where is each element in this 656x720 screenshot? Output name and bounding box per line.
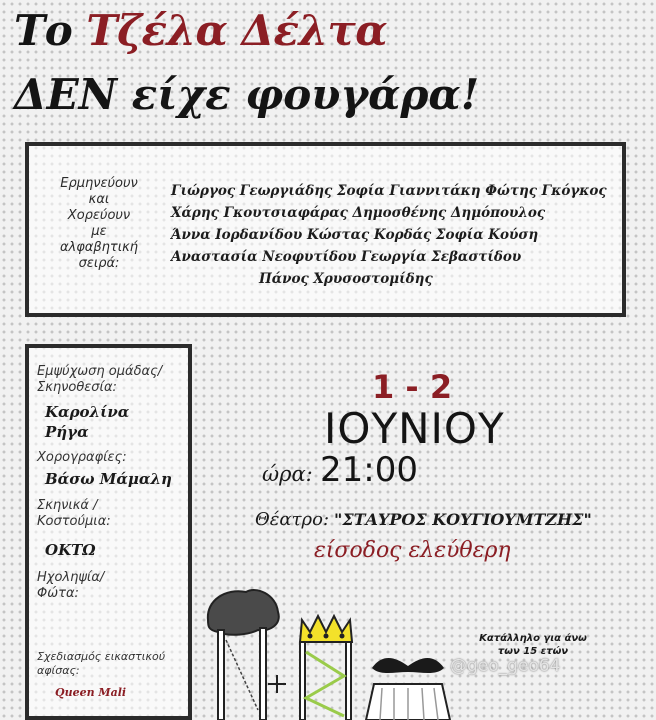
poster-design-label: Σχεδιασμός εικαστικού [37,650,166,663]
crown-figure-icon [300,616,352,720]
cast-line: Αναστασία Νεοφυτίδου Γεωργία Σεβαστίδου [171,249,522,265]
choreography-name: Βάσω Μάμαλη [45,470,172,488]
cast-label-line: με [91,224,107,239]
time-label: ώρα: [262,462,313,486]
choreography-label: Χορογραφίες: [37,450,127,465]
direction-name: Καρολίνα [45,403,130,421]
cast-label-line: σειρά: [78,256,120,271]
title-part-to: Το [14,6,73,55]
age-rating-line: των 15 ετών [497,646,569,657]
poster-title [14,6,387,55]
direction-label: Σκηνοθεσία: [37,380,117,395]
cast-label-line: Χορεύουν [67,208,131,223]
cast-line: Γιώργος Γεωργιάδης Σοφία Γιαννιτάκη Φώτης Γκόγκος [171,183,607,199]
event-month: ΙΟΥΝΙΟΥ [324,404,505,453]
free-entry: είσοδος ελεύθερη [314,538,511,563]
title-part-name: Τζέλα Δέλτα [86,6,388,55]
venue-label: Θέατρο: [255,509,330,530]
age-rating-line: Κατάλληλο για άνω [479,633,587,644]
direction-label: Εμψύχωση ομάδας/ [37,364,163,379]
mustache-figure-icon [366,658,450,720]
credits-box [25,344,192,720]
watermark: @geo_geo64 [450,656,561,676]
sound-label: Ηχοληψία/ [37,570,105,585]
event-dates: 1 - 2 [372,368,453,406]
sets-label: Κοστούμια: [37,514,111,529]
cast-label-line: και [88,192,110,207]
direction-name: Ρήγα [45,423,89,441]
cast-line: Χάρης Γκουτσιαφάρας Δημοσθένης Δημόπουλος [171,205,546,221]
sets-name: ΟΚΤΩ [45,541,96,559]
age-rating [478,632,588,658]
cast-label [37,176,161,272]
poster-design-label: αφίσας: [37,664,80,677]
cast-line: Πάνος Χρυσοστομίδης [259,271,433,287]
sound-label: Φώτα: [37,586,79,601]
cast-box [25,142,626,317]
sets-label: Σκηνικά / [37,498,98,513]
cast-label-line: αλφαβητική [59,240,139,255]
cast-line: Άννα Ιορδανίδου Κώστας Κορδάς Σοφία Κούση [171,227,539,243]
costume-illustration [196,580,466,720]
event-time: 21:00 [320,450,418,490]
poster-designer: Queen Mali [55,686,127,699]
cast-label-line: Ερμηνεύουν [60,176,138,191]
poster-subtitle: ΔΕΝ είχε φουγάρα! [14,70,480,119]
venue-name: "ΣΤΑΥΡΟΣ ΚΟΥΓΙΟΥΜΤΖΗΣ" [334,510,592,529]
hooded-figure-icon [208,590,286,720]
